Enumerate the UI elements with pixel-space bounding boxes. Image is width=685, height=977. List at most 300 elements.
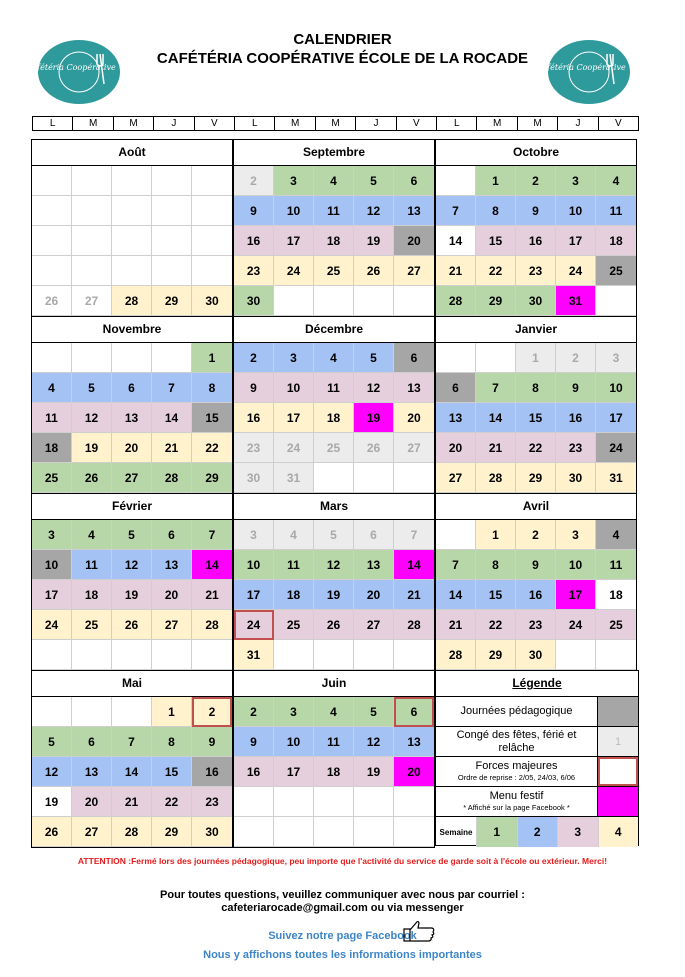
day-cell: 21 xyxy=(112,787,152,817)
day-cell: 6 xyxy=(394,166,434,196)
day-cell: 2 xyxy=(516,520,556,550)
title-line-1: CALENDRIER xyxy=(293,31,392,48)
legend-label: Forces majeures xyxy=(475,760,558,772)
empty-cell xyxy=(394,286,434,316)
day-cell: 6 xyxy=(354,520,394,550)
semaine-4: 4 xyxy=(598,817,639,847)
month-septembre xyxy=(233,139,435,317)
day-cell: 24 xyxy=(596,433,636,463)
day-cell: 27 xyxy=(394,433,434,463)
day-cell: 15 xyxy=(476,226,516,256)
day-cell: 1 xyxy=(476,166,516,196)
day-cell: 22 xyxy=(152,787,192,817)
day-cell: 21 xyxy=(436,256,476,286)
day-cell: 15 xyxy=(152,757,192,787)
empty-cell xyxy=(314,640,354,670)
day-cell: 22 xyxy=(476,610,516,640)
cafeteria-logo-right xyxy=(536,40,630,104)
day-cell: 24 xyxy=(556,610,596,640)
day-cell: 18 xyxy=(314,403,354,433)
empty-cell xyxy=(394,787,434,817)
empty-cell xyxy=(274,787,314,817)
empty-cell xyxy=(32,697,72,727)
day-cell: 1 xyxy=(152,697,192,727)
day-cell: 17 xyxy=(556,580,596,610)
day-cell: 23 xyxy=(516,610,556,640)
day-cell: 20 xyxy=(394,757,434,787)
legend-semaine xyxy=(436,817,638,847)
day-cell: 2 xyxy=(556,343,596,373)
month-mai xyxy=(31,670,233,848)
day-cell: 29 xyxy=(476,640,516,670)
legend-label: Menu festif xyxy=(489,790,544,802)
day-cell: 5 xyxy=(72,373,112,403)
day-cell: 7 xyxy=(112,727,152,757)
empty-cell xyxy=(112,196,152,226)
day-cell: 17 xyxy=(32,580,72,610)
day-cell: 6 xyxy=(394,343,434,373)
day-cell: 7 xyxy=(192,520,232,550)
day-cell: 30 xyxy=(234,463,274,493)
empty-cell xyxy=(32,166,72,196)
day-cell: 17 xyxy=(274,226,314,256)
day-cell: 3 xyxy=(274,166,314,196)
day-cell: 13 xyxy=(152,550,192,580)
day-cell: 15 xyxy=(516,403,556,433)
day-cell: 11 xyxy=(314,373,354,403)
day-cell: 28 xyxy=(436,286,476,316)
day-cell: 25 xyxy=(274,610,314,640)
day-cell: 13 xyxy=(394,196,434,226)
facebook-note: Nous y affichons toutes les informations importantes xyxy=(203,949,482,961)
day-cell: 20 xyxy=(152,580,192,610)
day-cell: 26 xyxy=(32,817,72,847)
day-cell: 29 xyxy=(152,817,192,847)
month-name: Juin xyxy=(234,671,434,697)
weekday-label: M xyxy=(477,117,517,130)
month-juin xyxy=(233,670,435,848)
empty-cell xyxy=(152,226,192,256)
day-cell: 26 xyxy=(314,610,354,640)
empty-cell xyxy=(394,640,434,670)
day-cell: 9 xyxy=(516,550,556,580)
day-cell: 17 xyxy=(274,403,314,433)
empty-cell xyxy=(394,817,434,847)
thumbs-up-icon xyxy=(402,919,438,943)
empty-cell xyxy=(596,286,636,316)
day-cell: 30 xyxy=(192,817,232,847)
day-cell: 28 xyxy=(112,817,152,847)
cafeteria-logo-left xyxy=(26,40,120,104)
day-cell: 1 xyxy=(516,343,556,373)
day-cell: 27 xyxy=(354,610,394,640)
day-cell: 27 xyxy=(436,463,476,493)
day-cell: 10 xyxy=(274,373,314,403)
month-name: Février xyxy=(32,494,232,520)
month-grid xyxy=(234,697,434,847)
facebook-link[interactable]: Suivez notre page Facebook xyxy=(268,930,417,942)
day-cell: 30 xyxy=(556,463,596,493)
empty-cell xyxy=(234,787,274,817)
weekday-label: J xyxy=(356,117,396,130)
empty-cell xyxy=(72,343,112,373)
day-cell: 3 xyxy=(32,520,72,550)
empty-cell xyxy=(152,343,192,373)
day-cell: 19 xyxy=(354,226,394,256)
empty-cell xyxy=(354,787,394,817)
month-janvier xyxy=(435,316,637,494)
day-cell: 11 xyxy=(314,196,354,226)
day-cell: 28 xyxy=(192,610,232,640)
empty-cell xyxy=(314,286,354,316)
day-cell: 12 xyxy=(32,757,72,787)
legend-title: Légende xyxy=(436,671,638,697)
legend-conge xyxy=(436,727,638,757)
month-grid xyxy=(32,520,232,670)
day-cell: 24 xyxy=(234,610,274,640)
day-cell: 5 xyxy=(32,727,72,757)
day-cell: 4 xyxy=(274,520,314,550)
weekday-label: V xyxy=(615,118,622,129)
weekday-label: L xyxy=(33,117,73,130)
day-cell: 31 xyxy=(596,463,636,493)
logo-text: Cafétéria Coopérative xyxy=(536,63,626,72)
day-cell: 7 xyxy=(394,520,434,550)
day-cell: 1 xyxy=(476,520,516,550)
empty-cell xyxy=(314,463,354,493)
month-name: Mars xyxy=(234,494,434,520)
day-cell: 17 xyxy=(596,403,636,433)
day-cell: 30 xyxy=(234,286,274,316)
month-name: Novembre xyxy=(32,317,232,343)
title-line-2: CAFÉTÉRIA COOPÉRATIVE ÉCOLE DE LA ROCADE xyxy=(156,50,529,67)
month-name: Janvier xyxy=(436,317,636,343)
day-cell: 10 xyxy=(32,550,72,580)
day-cell: 20 xyxy=(354,580,394,610)
empty-cell xyxy=(72,697,112,727)
day-cell: 16 xyxy=(234,226,274,256)
day-cell: 18 xyxy=(596,226,636,256)
empty-cell xyxy=(32,196,72,226)
day-cell: 14 xyxy=(436,226,476,256)
day-cell: 21 xyxy=(192,580,232,610)
empty-cell xyxy=(152,166,192,196)
empty-cell xyxy=(112,256,152,286)
day-cell: 26 xyxy=(72,463,112,493)
semaine-3: 3 xyxy=(557,817,598,847)
day-cell: 22 xyxy=(192,433,232,463)
empty-cell xyxy=(234,817,274,847)
empty-cell xyxy=(354,463,394,493)
day-cell: 16 xyxy=(516,580,556,610)
day-cell: 2 xyxy=(234,166,274,196)
day-cell: 4 xyxy=(72,520,112,550)
day-cell: 18 xyxy=(32,433,72,463)
logo-text: Cafétéria Coopérative xyxy=(26,63,116,72)
day-cell: 5 xyxy=(314,520,354,550)
day-cell: 26 xyxy=(112,610,152,640)
day-cell: 11 xyxy=(596,550,636,580)
empty-cell xyxy=(556,640,596,670)
contact-info xyxy=(0,889,685,915)
facebook-info xyxy=(0,927,685,965)
weekday-label: L xyxy=(437,117,477,130)
legend-label: Journées pédagogique xyxy=(436,697,598,726)
day-cell: 4 xyxy=(314,343,354,373)
empty-cell xyxy=(152,256,192,286)
day-cell: 20 xyxy=(394,403,434,433)
month-grid xyxy=(436,166,636,316)
day-cell: 18 xyxy=(314,757,354,787)
day-cell: 14 xyxy=(192,550,232,580)
day-cell: 26 xyxy=(354,433,394,463)
day-cell: 7 xyxy=(152,373,192,403)
day-cell: 10 xyxy=(556,196,596,226)
empty-cell xyxy=(112,640,152,670)
empty-cell xyxy=(596,640,636,670)
month-mars xyxy=(233,493,435,671)
day-cell: 9 xyxy=(556,373,596,403)
day-cell: 22 xyxy=(516,433,556,463)
day-cell: 6 xyxy=(152,520,192,550)
weekday-label: L xyxy=(235,117,275,130)
month-grid xyxy=(32,166,232,316)
day-cell: 12 xyxy=(354,373,394,403)
day-cell: 30 xyxy=(516,286,556,316)
day-cell: 29 xyxy=(516,463,556,493)
day-cell: 24 xyxy=(274,256,314,286)
day-cell: 6 xyxy=(112,373,152,403)
day-cell: 25 xyxy=(72,610,112,640)
day-cell: 25 xyxy=(314,256,354,286)
day-cell: 9 xyxy=(234,196,274,226)
day-cell: 11 xyxy=(314,727,354,757)
empty-cell xyxy=(112,343,152,373)
day-cell: 21 xyxy=(394,580,434,610)
day-cell: 4 xyxy=(596,166,636,196)
empty-cell xyxy=(476,343,516,373)
day-cell: 15 xyxy=(192,403,232,433)
month-grid xyxy=(234,166,434,316)
day-cell: 3 xyxy=(556,520,596,550)
contact-line-1: Pour toutes questions, veuillez communiquer avec nous par courriel : xyxy=(160,889,525,901)
day-cell: 13 xyxy=(394,373,434,403)
empty-cell xyxy=(436,520,476,550)
day-cell: 27 xyxy=(152,610,192,640)
day-cell: 16 xyxy=(234,757,274,787)
day-cell: 11 xyxy=(596,196,636,226)
month-grid xyxy=(436,520,636,670)
day-cell: 7 xyxy=(436,196,476,226)
month-name: Août xyxy=(32,140,232,166)
day-cell: 18 xyxy=(314,226,354,256)
empty-cell xyxy=(112,226,152,256)
day-cell: 3 xyxy=(274,343,314,373)
empty-cell xyxy=(32,226,72,256)
day-cell: 2 xyxy=(516,166,556,196)
day-cell: 4 xyxy=(314,166,354,196)
day-cell: 8 xyxy=(152,727,192,757)
weekday-label: V xyxy=(195,117,235,130)
day-cell: 13 xyxy=(394,727,434,757)
day-cell: 16 xyxy=(192,757,232,787)
day-cell: 31 xyxy=(234,640,274,670)
month-name: Septembre xyxy=(234,140,434,166)
empty-cell xyxy=(32,256,72,286)
day-cell: 11 xyxy=(32,403,72,433)
day-cell: 10 xyxy=(234,550,274,580)
day-cell: 7 xyxy=(476,373,516,403)
day-cell: 21 xyxy=(436,610,476,640)
day-cell: 25 xyxy=(32,463,72,493)
month-grid xyxy=(234,520,434,670)
empty-cell xyxy=(72,166,112,196)
day-cell: 12 xyxy=(72,403,112,433)
month-grid xyxy=(234,343,434,493)
day-cell: 20 xyxy=(72,787,112,817)
empty-cell xyxy=(354,817,394,847)
contact-line-2: cafeteriarocade@gmail.com ou via messenger xyxy=(221,902,464,914)
empty-cell xyxy=(314,817,354,847)
day-cell: 28 xyxy=(394,610,434,640)
weekday-label: J xyxy=(154,117,194,130)
legend-sub: Ordre de reprise : 2/05, 24/03, 6/06 xyxy=(457,773,576,782)
day-cell: 31 xyxy=(556,286,596,316)
day-cell: 15 xyxy=(476,580,516,610)
day-cell: 17 xyxy=(274,757,314,787)
semaine-2: 2 xyxy=(517,817,558,847)
day-cell: 5 xyxy=(354,697,394,727)
month-name: Octobre xyxy=(436,140,636,166)
day-cell: 9 xyxy=(192,727,232,757)
day-cell: 10 xyxy=(274,196,314,226)
day-cell: 13 xyxy=(354,550,394,580)
day-cell: 28 xyxy=(152,463,192,493)
weekday-label: M xyxy=(518,117,558,130)
day-cell: 5 xyxy=(354,166,394,196)
day-cell: 17 xyxy=(234,580,274,610)
day-cell: 17 xyxy=(556,226,596,256)
day-cell: 2 xyxy=(192,697,232,727)
day-cell: 23 xyxy=(192,787,232,817)
empty-cell xyxy=(314,787,354,817)
empty-cell xyxy=(436,166,476,196)
day-cell: 12 xyxy=(314,550,354,580)
legend-label: Congé des fêtes, férié et relâche xyxy=(436,727,598,756)
day-cell: 6 xyxy=(72,727,112,757)
legend-swatch: 1 xyxy=(598,727,638,756)
day-cell: 28 xyxy=(112,286,152,316)
day-cell: 4 xyxy=(314,697,354,727)
day-cell: 16 xyxy=(516,226,556,256)
day-cell: 3 xyxy=(274,697,314,727)
day-cell: 19 xyxy=(314,580,354,610)
day-cell: 16 xyxy=(234,403,274,433)
day-cell: 30 xyxy=(192,286,232,316)
day-cell: 20 xyxy=(112,433,152,463)
day-cell: 8 xyxy=(476,550,516,580)
semaine-label: Semaine xyxy=(439,827,473,837)
legend-pedagogique xyxy=(436,697,638,727)
attention-notice: ATTENTION :Fermé lors des journées pédagogique, peu importe que l'activité du service de garde soit à l'école ou extérieur. Merci! xyxy=(77,856,608,866)
day-cell: 24 xyxy=(556,256,596,286)
day-cell: 22 xyxy=(476,256,516,286)
empty-cell xyxy=(72,640,112,670)
empty-cell xyxy=(192,196,232,226)
weekday-label: V xyxy=(397,117,437,130)
weekday-label: M xyxy=(114,117,154,130)
weekday-header xyxy=(32,116,639,131)
day-cell: 19 xyxy=(32,787,72,817)
empty-cell xyxy=(72,196,112,226)
empty-cell xyxy=(32,640,72,670)
empty-cell xyxy=(274,817,314,847)
day-cell: 27 xyxy=(72,817,112,847)
day-cell: 19 xyxy=(354,757,394,787)
day-cell: 11 xyxy=(274,550,314,580)
day-cell: 12 xyxy=(112,550,152,580)
day-cell: 25 xyxy=(314,433,354,463)
day-cell: 6 xyxy=(436,373,476,403)
day-cell: 14 xyxy=(112,757,152,787)
month-grid xyxy=(32,343,232,493)
empty-cell xyxy=(274,640,314,670)
empty-cell xyxy=(192,166,232,196)
month-aout xyxy=(31,139,233,317)
empty-cell xyxy=(354,640,394,670)
day-cell: 21 xyxy=(476,433,516,463)
day-cell: 20 xyxy=(436,433,476,463)
legend-swatch xyxy=(598,697,638,726)
empty-cell xyxy=(192,256,232,286)
empty-cell xyxy=(192,226,232,256)
day-cell: 1 xyxy=(192,343,232,373)
day-cell: 2 xyxy=(234,697,274,727)
day-cell: 29 xyxy=(152,286,192,316)
weekday-label: M xyxy=(73,117,113,130)
day-cell: 18 xyxy=(72,580,112,610)
day-cell: 11 xyxy=(72,550,112,580)
day-cell: 9 xyxy=(516,196,556,226)
day-cell: 23 xyxy=(516,256,556,286)
day-cell: 26 xyxy=(32,286,72,316)
empty-cell xyxy=(354,286,394,316)
day-cell: 5 xyxy=(354,343,394,373)
legend-swatch xyxy=(598,787,638,816)
legend-forces-majeures xyxy=(436,757,638,787)
day-cell: 23 xyxy=(556,433,596,463)
day-cell: 25 xyxy=(596,610,636,640)
day-cell: 9 xyxy=(234,373,274,403)
legend-menu-festif xyxy=(436,787,638,817)
empty-cell xyxy=(72,256,112,286)
legend-box xyxy=(435,670,639,846)
day-cell: 14 xyxy=(436,580,476,610)
day-cell: 13 xyxy=(436,403,476,433)
month-octobre xyxy=(435,139,637,317)
day-cell: 6 xyxy=(394,697,434,727)
day-cell: 10 xyxy=(596,373,636,403)
legend-sub: * Affiché sur la page Facebook * xyxy=(463,803,570,812)
day-cell: 8 xyxy=(192,373,232,403)
empty-cell xyxy=(274,286,314,316)
day-cell: 18 xyxy=(274,580,314,610)
day-cell: 20 xyxy=(394,226,434,256)
day-cell: 19 xyxy=(112,580,152,610)
empty-cell xyxy=(394,463,434,493)
day-cell: 3 xyxy=(234,520,274,550)
day-cell: 23 xyxy=(234,433,274,463)
